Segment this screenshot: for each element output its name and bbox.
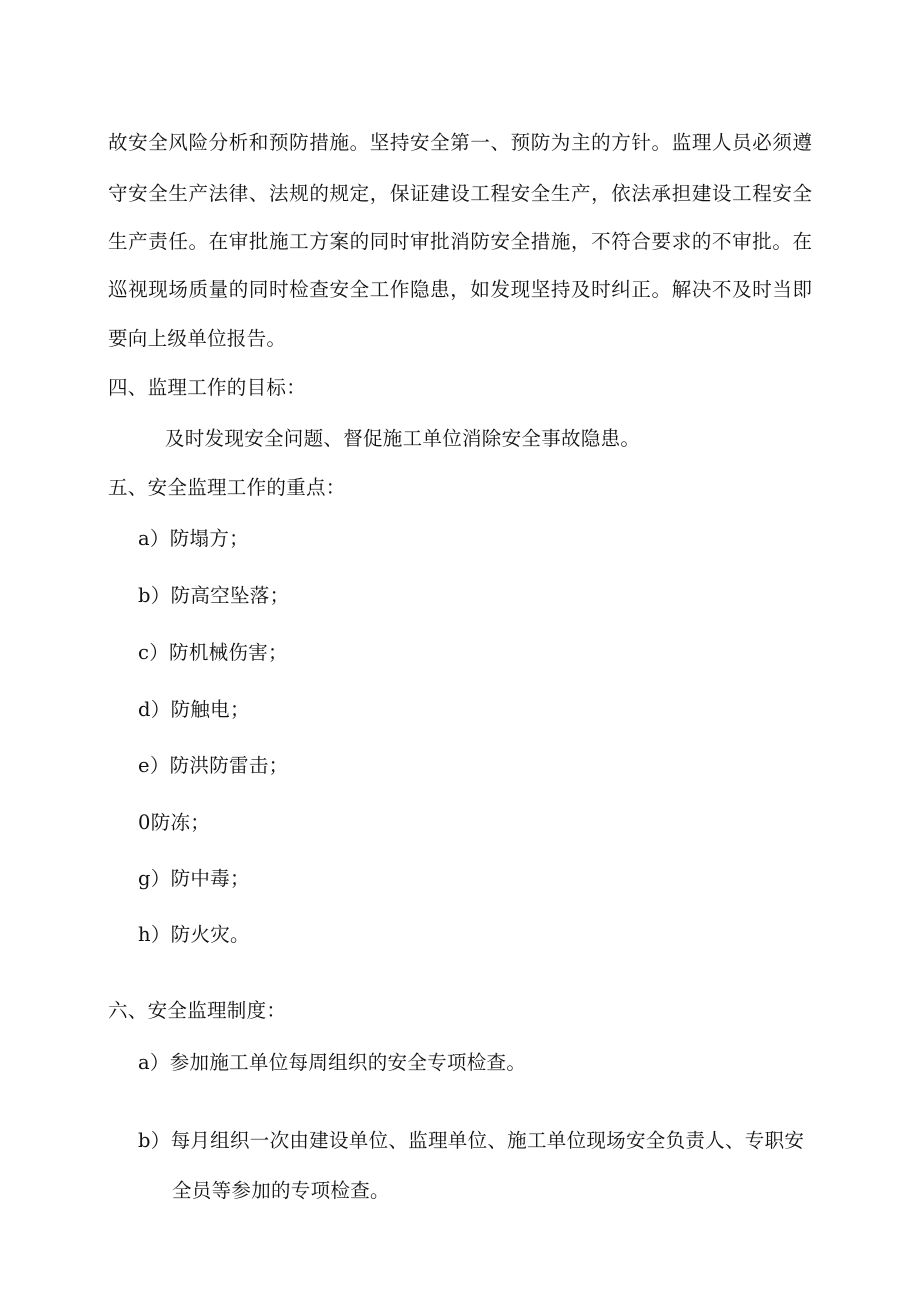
- section-5-heading: 五、安全监理工作的重点：: [108, 476, 346, 499]
- section-4-body: 及时发现安全问题、督促施工单位消除安全事故隐患。: [165, 427, 641, 450]
- list-item-e: e）防洪防雷击；: [138, 754, 289, 777]
- section-6-item-b-line-1: b）每月组织一次由建设单位、监理单位、施工单位现场安全负责人、专职安: [138, 1129, 805, 1152]
- list-item-f: 0防冻；: [138, 811, 211, 834]
- paragraph-line-4: 巡视现场质量的同时检查安全工作隐患，如发现坚持及时纠正。解决不及时当即: [108, 278, 812, 301]
- section-4-heading: 四、监理工作的目标：: [108, 376, 307, 399]
- list-item-d: d）防触电；: [138, 698, 250, 721]
- list-item-c: c）防机械伤害；: [138, 641, 288, 664]
- paragraph-line-5: 要向上级单位报告。: [108, 327, 287, 350]
- list-item-g: g）防中毒；: [138, 867, 250, 890]
- section-6-item-a: a）参加施工单位每周组织的安全专项检查。: [138, 1051, 527, 1074]
- list-item-h: h）防火灾。: [138, 923, 250, 946]
- list-item-a: a）防塌方；: [138, 527, 249, 550]
- paragraph-line-1: 故安全风险分析和预防措施。坚持安全第一、预防为主的方针。监理人员必须遵: [108, 131, 812, 154]
- section-6-heading: 六、安全监理制度：: [108, 999, 287, 1022]
- section-6-item-b-line-2: 全员等参加的专项检查。: [172, 1179, 390, 1202]
- list-item-b: b）防高空坠落；: [138, 584, 290, 607]
- paragraph-line-3: 生产责任。在审批施工方案的同时审批消防安全措施，不符合要求的不审批。在: [108, 230, 812, 253]
- paragraph-line-2: 守安全生产法律、法规的规定，保证建设工程安全生产，依法承担建设工程安全: [108, 182, 812, 205]
